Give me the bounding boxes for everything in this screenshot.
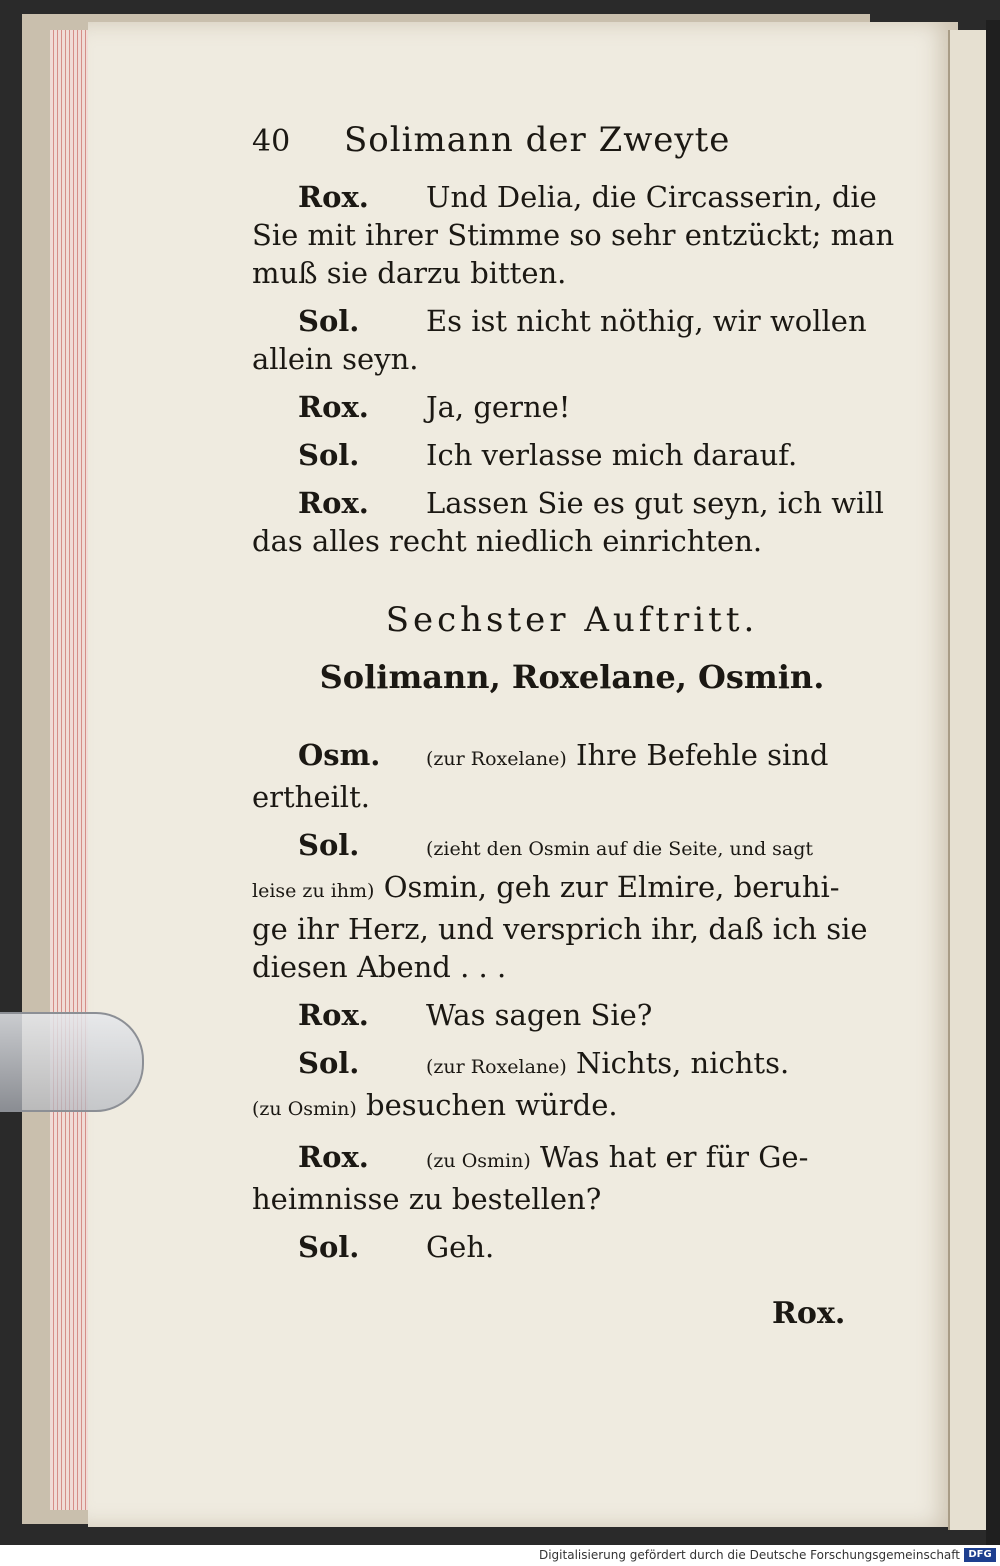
stage-direction: (zur Roxelane)	[426, 748, 567, 770]
page-text	[252, 120, 895, 1266]
speaker: Sol.	[298, 304, 360, 338]
speaker: Rox.	[298, 1140, 369, 1174]
scene-heading: Sechster Auftritt.	[385, 600, 759, 640]
scene-characters: Solimann, Roxelane, Osmin.	[319, 658, 825, 696]
dialogue-line	[252, 388, 892, 426]
line-text: Lassen Sie es gut seyn, ich will	[426, 486, 884, 520]
page-clip	[0, 1012, 144, 1112]
line-text: Was sagen Sie?	[426, 998, 653, 1032]
line-text: besuchen würde.	[366, 1088, 618, 1122]
dialogue-line: ge ihr Herz, und versprich ihr, daß ich sie	[252, 912, 868, 946]
catchword: Rox.	[772, 1296, 846, 1331]
dialogue-line: das alles recht niedlich einrichten.	[252, 524, 763, 558]
stage-direction: (zu Osmin)	[252, 1098, 357, 1120]
dialogue-line: allein seyn.	[252, 342, 419, 376]
scan-right-edge	[986, 20, 1000, 1545]
speaker: Sol.	[298, 1230, 360, 1264]
line-text: Es ist nicht nöthig, wir wollen	[426, 304, 867, 338]
speaker: Sol.	[298, 1046, 360, 1080]
facing-page-edge	[948, 30, 990, 1530]
funding-notice: Digitalisierung gefördert durch die Deutsche Forschungsgemeinschaft	[538, 1548, 960, 1562]
dialogue-line	[252, 1228, 892, 1266]
line-text: Ja, gerne!	[426, 390, 571, 424]
dialogue-line: ertheilt.	[252, 780, 370, 814]
dialogue-line	[252, 1044, 892, 1086]
footer-bar	[0, 1545, 1000, 1566]
dialogue-line	[252, 302, 892, 340]
dialogue-line: heimnisse zu bestellen?	[252, 1182, 602, 1216]
dialogue-line: muß sie darzu bitten.	[252, 256, 567, 290]
running-header	[252, 120, 892, 178]
speaker: Rox.	[298, 390, 369, 424]
dialogue-line: Sie mit ihrer Stimme so sehr entzückt; man	[252, 218, 895, 252]
speaker: Sol.	[298, 438, 360, 472]
dialogue-line	[252, 1138, 892, 1180]
page-number: 40	[252, 124, 291, 159]
dialogue-line	[252, 178, 892, 216]
stage-direction: leise zu ihm)	[252, 880, 375, 902]
line-text: Was hat er für Ge-	[540, 1140, 809, 1174]
speaker: Rox.	[298, 998, 369, 1032]
dialogue-line	[252, 1086, 892, 1128]
line-text: Ihre Befehle sind	[576, 738, 829, 772]
line-text: Nichts, nichts.	[576, 1046, 790, 1080]
line-text: Und Delia, die Circasserin, die	[426, 180, 877, 214]
dialogue-line	[252, 996, 892, 1034]
speaker: Rox.	[298, 486, 369, 520]
dialogue-line	[252, 826, 892, 868]
dialogue-line	[252, 484, 892, 522]
dialogue-line	[252, 436, 892, 474]
speaker: Sol.	[298, 828, 360, 862]
speaker: Osm.	[298, 738, 381, 772]
stage-direction: (zur Roxelane)	[426, 1056, 567, 1078]
line-text: Ich verlasse mich darauf.	[426, 438, 798, 472]
speaker: Rox.	[298, 180, 369, 214]
line-text: Geh.	[426, 1230, 495, 1264]
dfg-logo: DFG	[964, 1548, 996, 1562]
dialogue-line: diesen Abend . . .	[252, 950, 507, 984]
dialogue-line	[252, 736, 892, 778]
stage-direction: (zieht den Osmin auf die Seite, und sagt	[426, 838, 814, 860]
dialogue-line	[252, 868, 892, 910]
stage-direction: (zu Osmin)	[426, 1150, 531, 1172]
line-text: Osmin, geh zur Elmire, beruhi-	[383, 870, 840, 904]
running-title: Solimann der Zweyte	[344, 120, 731, 160]
